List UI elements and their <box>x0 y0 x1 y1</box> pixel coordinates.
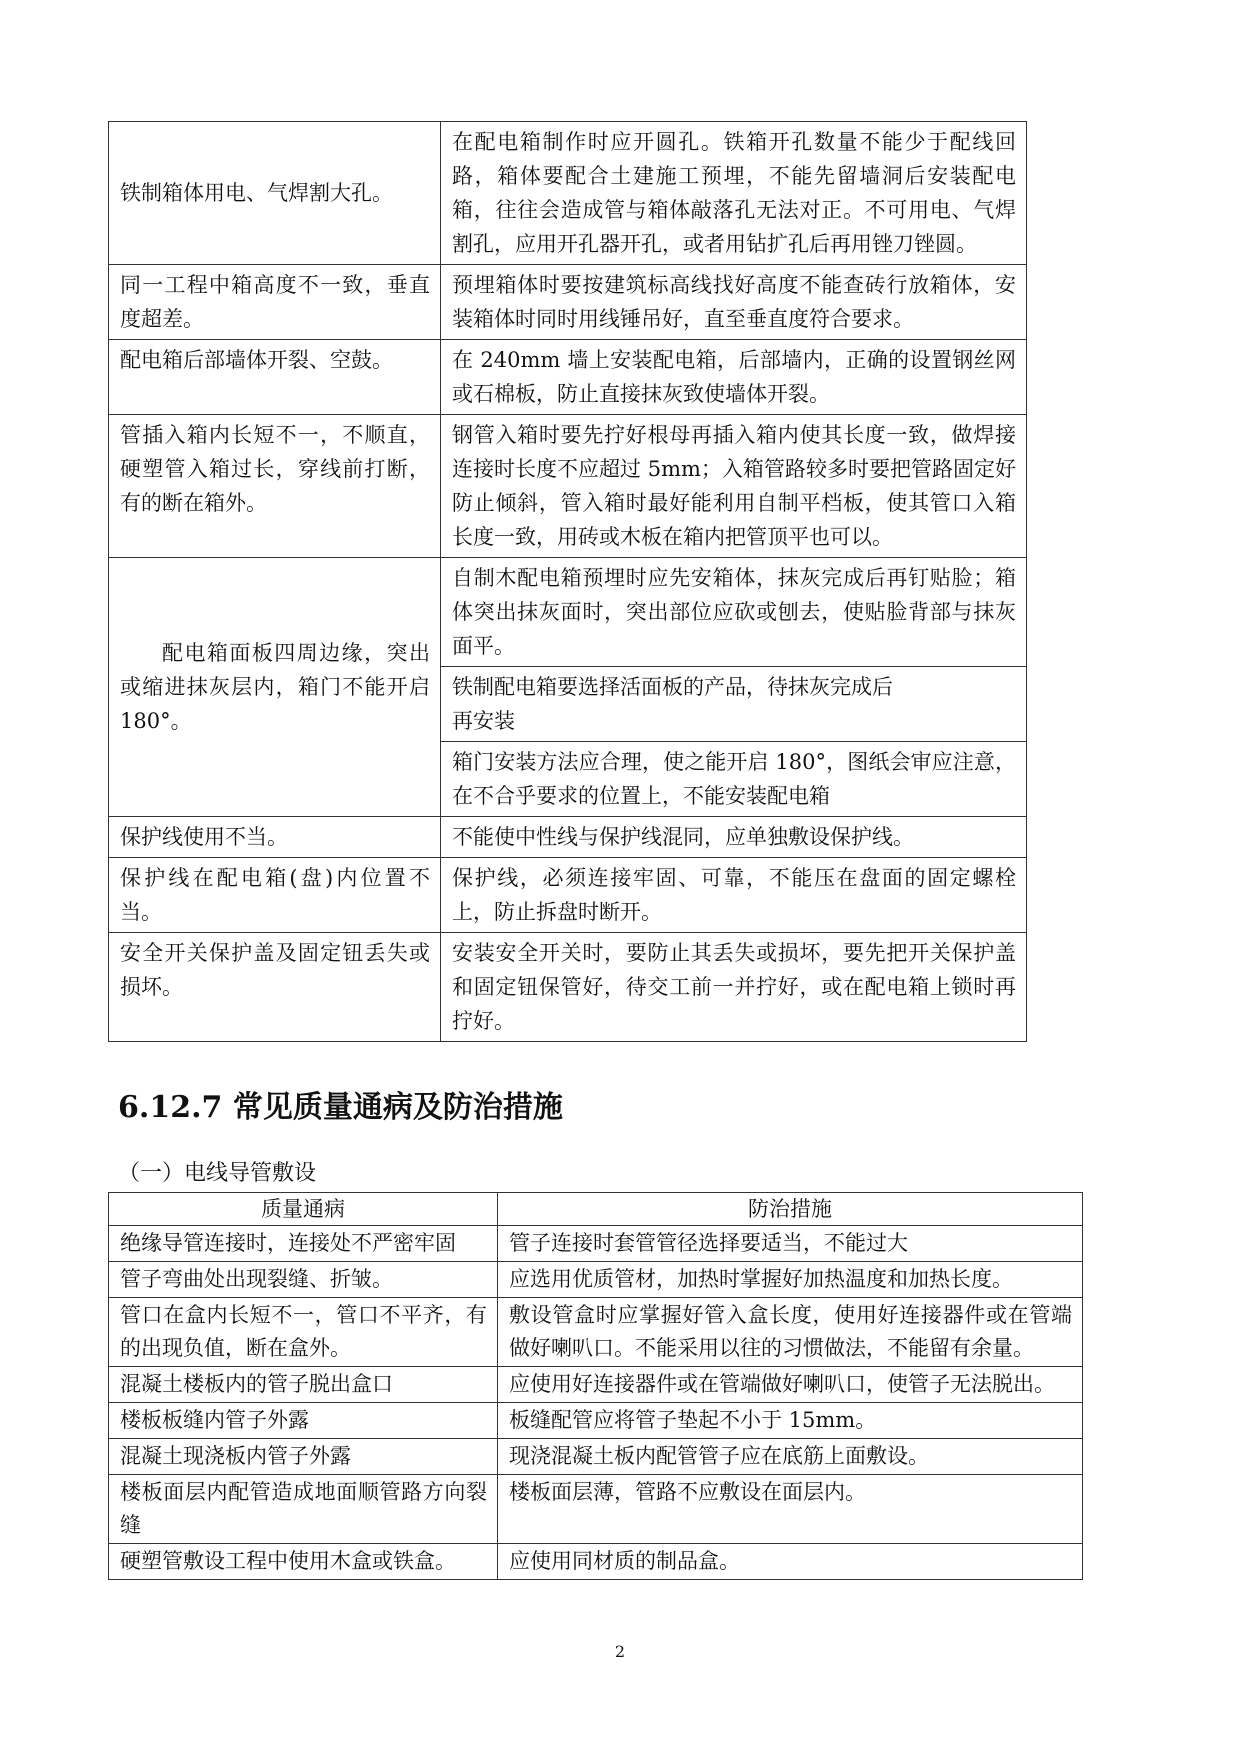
column-header-problem: 质量通病 <box>109 1193 498 1226</box>
problem-cell: 混凝土现浇板内管子外露 <box>109 1439 498 1475</box>
table-row <box>109 817 1027 858</box>
problem-cell: 楼板面层内配管造成地面顺管路方向裂缝 <box>109 1475 498 1544</box>
measure-cell: 安装安全开关时，要防止其丢失或损坏，要先把开关保护盖和固定钮保管好，待交工前一并拧好，或在配电箱上锁时再拧好。 <box>441 933 1027 1042</box>
measure-cell-group <box>441 558 1027 817</box>
table-row <box>109 415 1027 558</box>
measure-item: 箱门安装方法应合理，使之能开启 180°，图纸会审应注意，在不合乎要求的位置上，不能安装配电箱 <box>441 741 1026 816</box>
problem-cell: 管插入箱内长短不一，不顺直，硬塑管入箱过长，穿线前打断，有的断在箱外。 <box>109 415 441 558</box>
defects-table-continued <box>108 121 1027 1042</box>
measure-item: 自制木配电箱预埋时应先安箱体，抹灰完成后再钉贴脸；箱体突出抹灰面时，突出部位应砍或刨去，使贴脸背部与抹灰面平。 <box>452 566 1016 658</box>
table-row <box>109 1403 1083 1439</box>
measure-cell: 预埋箱体时要按建筑标高线找好高度不能查砖行放箱体，安装箱体时同时用线锤吊好，直至垂直度符合要求。 <box>441 265 1027 340</box>
problem-cell: 管口在盒内长短不一，管口不平齐，有的出现负值，断在盒外。 <box>109 1298 498 1367</box>
problem-cell: 配电箱面板四周边缘，突出或缩进抹灰层内，箱门不能开启 180°。 <box>109 558 441 817</box>
problem-cell: 配电箱后部墙体开裂、空鼓。 <box>109 340 441 415</box>
table-row <box>109 1439 1083 1475</box>
problem-cell: 楼板板缝内管子外露 <box>109 1403 498 1439</box>
measure-cell: 保护线，必须连接牢固、可靠，不能压在盘面的固定螺栓上，防止拆盘时断开。 <box>441 858 1027 933</box>
conduit-defects-table <box>108 1192 1083 1580</box>
measure-line: 铁制配电箱要选择活面板的产品，待抹灰完成后 <box>452 675 893 699</box>
subsection-heading: （一）电线导管敷设 <box>118 1161 317 1186</box>
measure-cell: 敷设管盒时应掌握好管入盒长度，使用好连接器件或在管端做好喇叭口。不能采用以往的习惯做法，不能留有余量。 <box>498 1298 1083 1367</box>
table-row <box>109 1475 1083 1544</box>
measure-cell: 应使用同材质的制品盒。 <box>498 1544 1083 1580</box>
table-row <box>109 1262 1083 1298</box>
problem-cell: 保护线使用不当。 <box>109 817 441 858</box>
measure-cell: 现浇混凝土板内配管管子应在底筋上面敷设。 <box>498 1439 1083 1475</box>
measure-cell: 板缝配管应将管子垫起不小于 15mm。 <box>498 1403 1083 1439</box>
measure-cell: 楼板面层薄，管路不应敷设在面层内。 <box>498 1475 1083 1544</box>
problem-cell: 硬塑管敷设工程中使用木盒或铁盒。 <box>109 1544 498 1580</box>
problem-cell: 同一工程中箱高度不一致，垂直度超差。 <box>109 265 441 340</box>
table-row <box>109 933 1027 1042</box>
measure-cell: 钢管入箱时要先拧好根母再插入箱内使其长度一致，做焊接连接时长度不应超过 5mm；入箱管路较多时要把管路固定好防止倾斜，管入箱时最好能利用自制平档板，使其管口入箱长度一致，用砖或木板在箱内把管顶平也可以。 <box>441 415 1027 558</box>
table-row <box>109 858 1027 933</box>
problem-cell: 混凝土楼板内的管子脱出盒口 <box>109 1367 498 1403</box>
measure-line: 再安装 <box>452 709 515 733</box>
problem-cell: 铁制箱体用电、气焊割大孔。 <box>109 122 441 265</box>
problem-cell: 保护线在配电箱(盘)内位置不当。 <box>109 858 441 933</box>
section-heading: 6.12.7 常见质量通病及防治措施 <box>118 1090 563 1125</box>
measure-item <box>441 666 1026 741</box>
measure-cell: 在配电箱制作时应开圆孔。铁箱开孔数量不能少于配线回路，箱体要配合土建施工预埋，不能先留墙洞后安装配电箱，往往会造成管与箱体敲落孔无法对正。不可用电、气焊割孔，应用开孔器开孔，或者用钻扩孔后再用锉刀锉圆。 <box>441 122 1027 265</box>
table-row <box>109 340 1027 415</box>
table-row <box>109 122 1027 265</box>
measure-cell: 管子连接时套管管径选择要适当，不能过大 <box>498 1226 1083 1262</box>
problem-cell: 安全开关保护盖及固定钮丢失或损坏。 <box>109 933 441 1042</box>
table-row <box>109 1298 1083 1367</box>
table-row <box>109 1544 1083 1580</box>
table-row-merged <box>109 558 1027 817</box>
measure-cell: 应使用好连接器件或在管端做好喇叭口，使管子无法脱出。 <box>498 1367 1083 1403</box>
table-row <box>109 1367 1083 1403</box>
page-number: 2 <box>614 1642 626 1661</box>
table-header-row <box>109 1193 1083 1226</box>
problem-cell: 管子弯曲处出现裂缝、折皱。 <box>109 1262 498 1298</box>
measure-cell: 不能使中性线与保护线混同，应单独敷设保护线。 <box>441 817 1027 858</box>
measure-cell: 应选用优质管材，加热时掌握好加热温度和加热长度。 <box>498 1262 1083 1298</box>
table-row <box>109 265 1027 340</box>
problem-cell: 绝缘导管连接时，连接处不严密牢固 <box>109 1226 498 1262</box>
column-header-measure: 防治措施 <box>498 1193 1083 1226</box>
table-row <box>109 1226 1083 1262</box>
measure-cell: 在 240mm 墙上安装配电箱，后部墙内，正确的设置钢丝网或石棉板，防止直接抹灰致使墙体开裂。 <box>441 340 1027 415</box>
